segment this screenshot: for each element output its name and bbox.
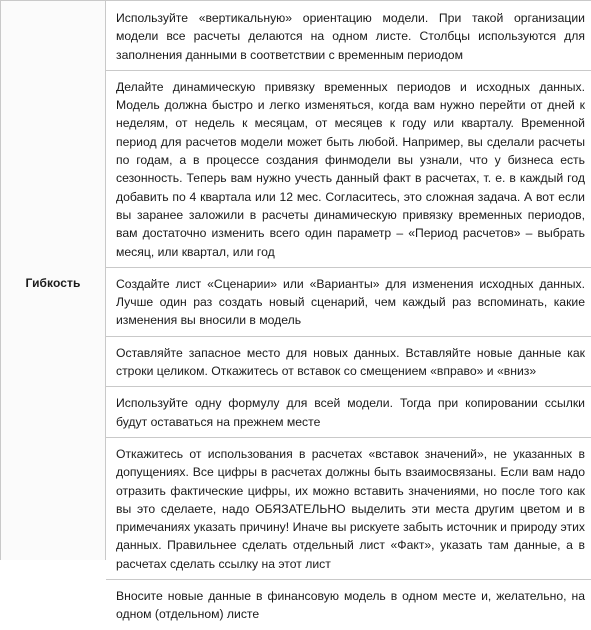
recommendation-row: Создайте лист «Сценарии» или «Варианты» для изменения исходных данных. Лучше один раз создать новый сценарий, чем каждый раз вспоминать, какие изменения вы вносили в модель bbox=[106, 268, 591, 337]
recommendation-row: Делайте динамическую привязку временных периодов и исходных данных. Модель должна быстро и легко изменяться, когда вам нужно перейти от дней к неделям, от недель к месяцам, от месяцев к году или кварталу. Временной период для расчетов модели может быть любой. Например, вы сделали расчеты по годам, а в процессе создания финмодели вы узнали, что у бизнеса есть сезонность. Теперь вам нужно учесть данный факт в расчетах, т. е. в каждый год добавить по 4 квартала или 12 мес. Согласитесь, это сложная задача. А вот если вы заранее заложили в расчеты динамическую привязку временных периодов, вам достаточно изменить всего один параметр – «Период расчетов» – выбрать месяц, или квартал, или год bbox=[106, 71, 591, 268]
recommendation-row: Откажитесь от использования в расчетах «вставок значений», не указанных в допущениях. Все цифры в расчетах должны быть взаимосвязаны. Если вам надо отразить фактические цифры, их можно вставить значениями, но после того как вы это сделаете, надо ОБЯЗАТЕЛЬНО выделить эти места другим цветом и в примечаниях указать причину! Иначе вы рискуете забыть источник и природу этих данных. Правильнее сделать отдельный лист «Факт», указать там данные, а в расчетах сделать ссылку на этот лист bbox=[106, 438, 591, 580]
recommendations-column bbox=[106, 1, 591, 622]
section-label-cell bbox=[0, 1, 106, 560]
recommendation-row: Используйте одну формулу для всей модели. Тогда при копировании ссылки будут оставаться на прежнем месте bbox=[106, 387, 591, 438]
recommendation-row: Используйте «вертикальную» ориентацию модели. При такой организации модели все расчеты делаются на одном листе. Столбцы используются для заполнения данными в соответствии с временным периодом bbox=[106, 1, 591, 71]
recommendation-row: Оставляйте запасное место для новых данных. Вставляйте новые данные как строки целиком. Откажитесь от вставок со смещением «вправо» и «вниз» bbox=[106, 337, 591, 388]
recommendation-row: Вносите новые данные в финансовую модель в одном месте и, желательно, на одном (отдельном) листе bbox=[116, 589, 585, 622]
section-label: Гибкость bbox=[25, 275, 81, 290]
